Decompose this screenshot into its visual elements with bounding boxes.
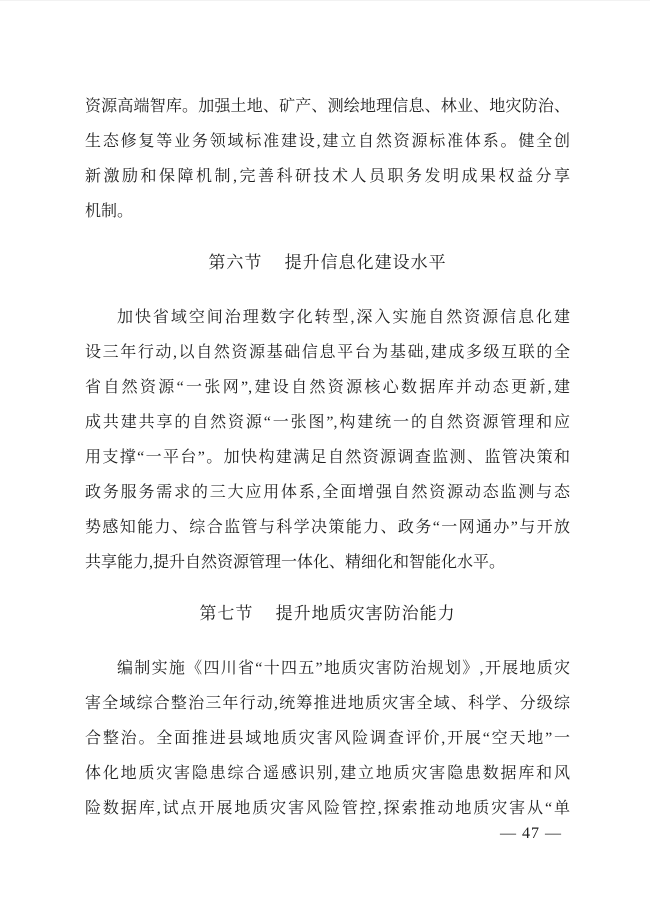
text-line: 用支撑“一平台”。加快构建满足自然资源调查监测、监管决策和 — [85, 449, 570, 466]
section7-paragraph — [85, 651, 570, 826]
section-title: 提升地质灾害防治能力 — [275, 604, 456, 623]
text-line: 合整治。全面推进县域地质灾害风险调查评价,开展“空天地”一 — [85, 730, 570, 747]
section-heading-7 — [85, 596, 570, 631]
section-title: 提升信息化建设水平 — [284, 253, 447, 272]
section6-paragraph — [85, 300, 570, 580]
text-line: 势感知能力、综合监管与科学决策能力、政务“一网通办”与开放 — [85, 519, 570, 536]
section-number: 第七节 — [199, 604, 254, 623]
text-line: 政务服务需求的三大应用体系,全面增强自然资源动态监测与态 — [85, 484, 570, 501]
intro-paragraph — [85, 89, 570, 229]
text-line: 新激励和保障机制,完善科研技术人员职务发明成果权益分享 — [85, 168, 570, 185]
text-line: 体化地质灾害隐患综合遥感识别,建立地质灾害隐患数据库和风 — [85, 765, 570, 782]
text-line: 资源高端智库。加强土地、矿产、测绘地理信息、林业、地灾防治、 — [85, 98, 570, 115]
text-line: 省自然资源“一张网”,建设自然资源核心数据库并动态更新,建 — [85, 379, 570, 396]
section-heading-6 — [85, 245, 570, 280]
text-line: 共享能力,提升自然资源管理一体化、精细化和智能化水平。 — [85, 554, 506, 571]
text-line: 机制。 — [85, 203, 134, 220]
text-line: 编制实施《四川省“十四五”地质灾害防治规划》,开展地质灾 — [117, 660, 570, 677]
text-line: 害全域综合整治三年行动,统筹推进地质灾害全域、科学、分级综 — [85, 695, 570, 712]
text-line: 生态修复等业务领域标准建设,建立自然资源标准体系。健全创 — [85, 133, 570, 150]
text-line: 加快省域空间治理数字化转型,深入实施自然资源信息化建 — [117, 309, 570, 326]
section-number: 第六节 — [208, 253, 263, 272]
page-content — [85, 89, 570, 826]
text-line: 险数据库,试点开展地质灾害风险管控,探索推动地质灾害从“单 — [85, 800, 570, 817]
text-line: 成共建共享的自然资源“一张图”,构建统一的自然资源管理和应 — [85, 414, 570, 431]
page-number: — 47 — — [500, 825, 562, 842]
text-line: 设三年行动,以自然资源基础信息平台为基础,建成多级互联的全 — [85, 344, 570, 361]
